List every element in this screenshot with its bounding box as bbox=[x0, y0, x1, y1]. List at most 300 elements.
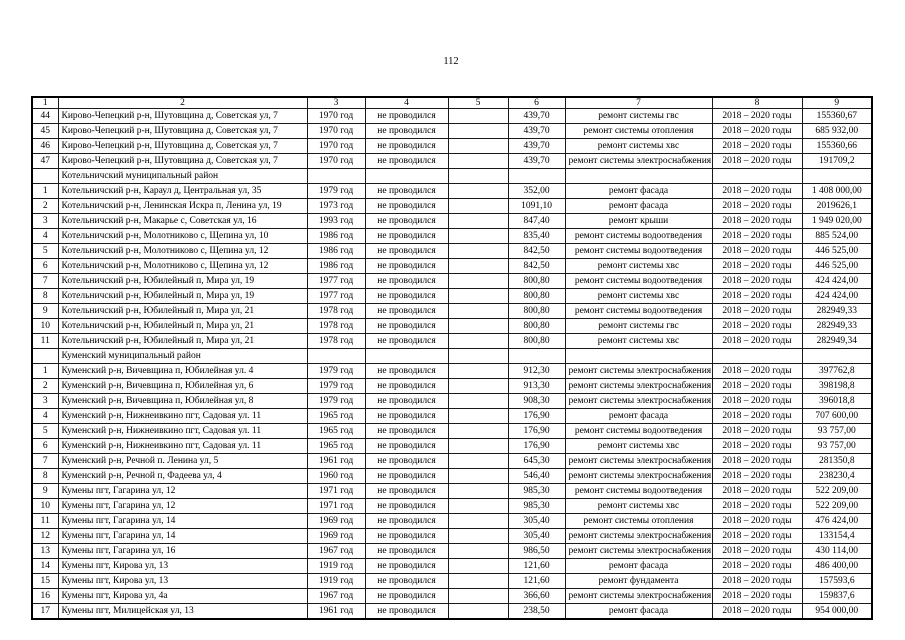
cell-cost: 522 209,00 bbox=[802, 499, 872, 514]
cell-address: Кумены пгт, Кирова ул, 4а bbox=[58, 589, 307, 604]
cell-num: 10 bbox=[32, 319, 58, 334]
cell-address: Котельничский р-н, Юбилейный п, Мира ул, 19 bbox=[58, 289, 307, 304]
cell-last-repair: не проводился bbox=[365, 319, 448, 334]
section-empty-cell bbox=[448, 349, 508, 364]
cell-address: Кирово-Чепецкий р-н, Шутовщина д, Советская ул, 7 bbox=[58, 154, 307, 169]
cell-cost: 486 400,00 bbox=[802, 559, 872, 574]
cell-address: Котельничский р-н, Макарье с, Советская ул, 16 bbox=[58, 214, 307, 229]
cell-area: 121,60 bbox=[508, 559, 565, 574]
cell-cost: 133154,4 bbox=[802, 529, 872, 544]
section-row bbox=[32, 349, 872, 364]
cell-empty bbox=[448, 364, 508, 379]
cell-area: 800,80 bbox=[508, 334, 565, 349]
cell-empty bbox=[448, 499, 508, 514]
cell-period: 2018 – 2020 годы bbox=[712, 514, 802, 529]
column-header-4: 4 bbox=[365, 97, 448, 109]
cell-num: 17 bbox=[32, 604, 58, 619]
cell-area: 305,40 bbox=[508, 529, 565, 544]
cell-last-repair: не проводился bbox=[365, 529, 448, 544]
section-empty-cell bbox=[32, 169, 58, 184]
cell-area: 176,90 bbox=[508, 439, 565, 454]
cell-work-type: ремонт крыши bbox=[565, 214, 712, 229]
cell-area: 800,80 bbox=[508, 304, 565, 319]
cell-area: 366,60 bbox=[508, 589, 565, 604]
cell-period: 2018 – 2020 годы bbox=[712, 289, 802, 304]
cell-work-type: ремонт системы отопления bbox=[565, 124, 712, 139]
cell-cost: 93 757,00 bbox=[802, 424, 872, 439]
cell-area: 912,30 bbox=[508, 364, 565, 379]
cell-cost: 424 424,00 bbox=[802, 274, 872, 289]
section-title: Котельничский муниципальный район bbox=[58, 169, 307, 184]
cell-period: 2018 – 2020 годы bbox=[712, 109, 802, 124]
cell-cost: 396018,8 bbox=[802, 394, 872, 409]
cell-year: 1919 год bbox=[307, 574, 365, 589]
column-header-3: 3 bbox=[307, 97, 365, 109]
table-row bbox=[32, 199, 872, 214]
cell-area: 439,70 bbox=[508, 109, 565, 124]
cell-cost: 707 600,00 bbox=[802, 409, 872, 424]
cell-address: Котельничский р-н, Ленинская Искра п, Ленина ул, 19 bbox=[58, 199, 307, 214]
table-row bbox=[32, 364, 872, 379]
cell-num: 2 bbox=[32, 199, 58, 214]
cell-work-type: ремонт системы хвс bbox=[565, 499, 712, 514]
cell-empty bbox=[448, 394, 508, 409]
cell-area: 645,30 bbox=[508, 454, 565, 469]
cell-cost: 281350,8 bbox=[802, 454, 872, 469]
cell-num: 10 bbox=[32, 499, 58, 514]
cell-year: 1967 год bbox=[307, 589, 365, 604]
cell-cost: 398198,8 bbox=[802, 379, 872, 394]
cell-period: 2018 – 2020 годы bbox=[712, 394, 802, 409]
cell-num: 2 bbox=[32, 379, 58, 394]
cell-last-repair: не проводился bbox=[365, 214, 448, 229]
cell-last-repair: не проводился bbox=[365, 589, 448, 604]
cell-empty bbox=[448, 214, 508, 229]
cell-cost: 157593,6 bbox=[802, 574, 872, 589]
cell-empty bbox=[448, 469, 508, 484]
cell-year: 1986 год bbox=[307, 229, 365, 244]
cell-area: 546,40 bbox=[508, 469, 565, 484]
cell-empty bbox=[448, 139, 508, 154]
cell-work-type: ремонт системы водоотведения bbox=[565, 274, 712, 289]
cell-year: 1970 год bbox=[307, 154, 365, 169]
cell-cost: 159837,6 bbox=[802, 589, 872, 604]
cell-work-type: ремонт системы водоотведения bbox=[565, 424, 712, 439]
cell-address: Котельничский р-н, Юбилейный п, Мира ул, 21 bbox=[58, 319, 307, 334]
cell-work-type: ремонт системы водоотведения bbox=[565, 229, 712, 244]
cell-period: 2018 – 2020 годы bbox=[712, 424, 802, 439]
cell-period: 2018 – 2020 годы bbox=[712, 274, 802, 289]
cell-last-repair: не проводился bbox=[365, 364, 448, 379]
cell-last-repair: не проводился bbox=[365, 304, 448, 319]
cell-last-repair: не проводился bbox=[365, 394, 448, 409]
repair-program-table bbox=[31, 96, 873, 620]
cell-year: 1960 год bbox=[307, 469, 365, 484]
cell-work-type: ремонт системы водоотведения bbox=[565, 484, 712, 499]
cell-empty bbox=[448, 229, 508, 244]
cell-year: 1919 год bbox=[307, 559, 365, 574]
cell-last-repair: не проводился bbox=[365, 229, 448, 244]
cell-period: 2018 – 2020 годы bbox=[712, 184, 802, 199]
cell-cost: 430 114,00 bbox=[802, 544, 872, 559]
table-row bbox=[32, 184, 872, 199]
cell-empty bbox=[448, 244, 508, 259]
cell-address: Котельничский р-н, Молотниково с, Щепина ул, 12 bbox=[58, 259, 307, 274]
section-empty-cell bbox=[712, 349, 802, 364]
cell-cost: 93 757,00 bbox=[802, 439, 872, 454]
cell-area: 121,60 bbox=[508, 574, 565, 589]
cell-work-type: ремонт системы электроснабжения bbox=[565, 544, 712, 559]
cell-address: Куменский р-н, Речной п. Ленина ул, 5 bbox=[58, 454, 307, 469]
cell-area: 908,30 bbox=[508, 394, 565, 409]
table-header-row bbox=[32, 97, 872, 109]
page-number: 112 bbox=[443, 56, 459, 67]
cell-year: 1977 год bbox=[307, 289, 365, 304]
cell-period: 2018 – 2020 годы bbox=[712, 334, 802, 349]
table-row bbox=[32, 559, 872, 574]
cell-num: 3 bbox=[32, 394, 58, 409]
section-empty-cell bbox=[508, 169, 565, 184]
cell-address: Кумены пгт, Гагарина ул, 14 bbox=[58, 514, 307, 529]
table-header bbox=[32, 97, 872, 109]
cell-empty bbox=[448, 319, 508, 334]
cell-year: 1979 год bbox=[307, 394, 365, 409]
section-empty-cell bbox=[712, 169, 802, 184]
table-row bbox=[32, 589, 872, 604]
cell-work-type: ремонт фасада bbox=[565, 184, 712, 199]
cell-year: 1970 год bbox=[307, 139, 365, 154]
cell-work-type: ремонт системы электроснабжения bbox=[565, 589, 712, 604]
cell-cost: 424 424,00 bbox=[802, 289, 872, 304]
cell-year: 1967 год bbox=[307, 544, 365, 559]
cell-num: 1 bbox=[32, 184, 58, 199]
cell-cost: 282949,34 bbox=[802, 334, 872, 349]
section-empty-cell bbox=[508, 349, 565, 364]
table-row bbox=[32, 424, 872, 439]
table-row bbox=[32, 439, 872, 454]
cell-num: 14 bbox=[32, 559, 58, 574]
cell-work-type: ремонт системы электроснабжения bbox=[565, 379, 712, 394]
cell-area: 800,80 bbox=[508, 274, 565, 289]
cell-last-repair: не проводился bbox=[365, 109, 448, 124]
column-header-6: 6 bbox=[508, 97, 565, 109]
cell-last-repair: не проводился bbox=[365, 184, 448, 199]
table-row bbox=[32, 454, 872, 469]
cell-year: 1961 год bbox=[307, 454, 365, 469]
cell-work-type: ремонт системы хвс bbox=[565, 439, 712, 454]
cell-address: Куменский р-н, Нижнеивкино пгт, Садовая ул. 11 bbox=[58, 409, 307, 424]
cell-empty bbox=[448, 259, 508, 274]
cell-last-repair: не проводился bbox=[365, 289, 448, 304]
cell-year: 1969 год bbox=[307, 529, 365, 544]
cell-year: 1965 год bbox=[307, 439, 365, 454]
cell-work-type: ремонт системы водоотведения bbox=[565, 304, 712, 319]
column-header-5: 5 bbox=[448, 97, 508, 109]
cell-period: 2018 – 2020 годы bbox=[712, 154, 802, 169]
cell-area: 439,70 bbox=[508, 154, 565, 169]
cell-cost: 885 524,00 bbox=[802, 229, 872, 244]
cell-year: 1979 год bbox=[307, 184, 365, 199]
table-row bbox=[32, 304, 872, 319]
section-empty-cell bbox=[802, 169, 872, 184]
cell-year: 1971 год bbox=[307, 484, 365, 499]
cell-num: 8 bbox=[32, 469, 58, 484]
section-empty-cell bbox=[365, 349, 448, 364]
cell-empty bbox=[448, 559, 508, 574]
table-row bbox=[32, 259, 872, 274]
cell-empty bbox=[448, 514, 508, 529]
cell-year: 1993 год bbox=[307, 214, 365, 229]
cell-last-repair: не проводился bbox=[365, 154, 448, 169]
cell-area: 176,90 bbox=[508, 409, 565, 424]
section-empty-cell bbox=[307, 169, 365, 184]
cell-period: 2018 – 2020 годы bbox=[712, 529, 802, 544]
cell-work-type: ремонт системы водоотведения bbox=[565, 244, 712, 259]
cell-num: 5 bbox=[32, 244, 58, 259]
cell-address: Кумены пгт, Кирова ул, 13 bbox=[58, 559, 307, 574]
cell-last-repair: не проводился bbox=[365, 334, 448, 349]
cell-last-repair: не проводился bbox=[365, 274, 448, 289]
cell-area: 352,00 bbox=[508, 184, 565, 199]
cell-address: Кирово-Чепецкий р-н, Шутовщина д, Советская ул, 7 bbox=[58, 124, 307, 139]
cell-year: 1986 год bbox=[307, 259, 365, 274]
cell-work-type: ремонт фундамента bbox=[565, 574, 712, 589]
cell-period: 2018 – 2020 годы bbox=[712, 379, 802, 394]
cell-area: 986,50 bbox=[508, 544, 565, 559]
cell-period: 2018 – 2020 годы bbox=[712, 544, 802, 559]
cell-cost: 476 424,00 bbox=[802, 514, 872, 529]
cell-cost: 1 949 020,00 bbox=[802, 214, 872, 229]
cell-empty bbox=[448, 589, 508, 604]
cell-empty bbox=[448, 439, 508, 454]
table-row bbox=[32, 109, 872, 124]
table-row bbox=[32, 409, 872, 424]
table-row bbox=[32, 154, 872, 169]
cell-empty bbox=[448, 154, 508, 169]
cell-last-repair: не проводился bbox=[365, 514, 448, 529]
cell-period: 2018 – 2020 годы bbox=[712, 124, 802, 139]
section-empty-cell bbox=[565, 169, 712, 184]
table-row bbox=[32, 379, 872, 394]
cell-address: Котельничский р-н, Юбилейный п, Мира ул, 21 bbox=[58, 334, 307, 349]
cell-work-type: ремонт фасада bbox=[565, 559, 712, 574]
table-row bbox=[32, 514, 872, 529]
cell-period: 2018 – 2020 годы bbox=[712, 319, 802, 334]
cell-num: 12 bbox=[32, 529, 58, 544]
cell-num: 44 bbox=[32, 109, 58, 124]
cell-year: 1969 год bbox=[307, 514, 365, 529]
table-row bbox=[32, 484, 872, 499]
cell-area: 842,50 bbox=[508, 259, 565, 274]
cell-address: Куменский р-н, Вичевщина п, Юбилейная ул. 4 bbox=[58, 364, 307, 379]
cell-empty bbox=[448, 274, 508, 289]
cell-cost: 954 000,00 bbox=[802, 604, 872, 619]
cell-area: 439,70 bbox=[508, 124, 565, 139]
section-empty-cell bbox=[32, 349, 58, 364]
cell-year: 1965 год bbox=[307, 424, 365, 439]
cell-area: 847,40 bbox=[508, 214, 565, 229]
cell-period: 2018 – 2020 годы bbox=[712, 259, 802, 274]
cell-period: 2018 – 2020 годы bbox=[712, 604, 802, 619]
cell-area: 985,30 bbox=[508, 499, 565, 514]
cell-address: Кумены пгт, Гагарина ул, 16 bbox=[58, 544, 307, 559]
cell-year: 1970 год bbox=[307, 124, 365, 139]
cell-last-repair: не проводился bbox=[365, 484, 448, 499]
cell-period: 2018 – 2020 годы bbox=[712, 589, 802, 604]
cell-work-type: ремонт системы электроснабжения bbox=[565, 469, 712, 484]
cell-year: 1961 год bbox=[307, 604, 365, 619]
cell-last-repair: не проводился bbox=[365, 544, 448, 559]
cell-empty bbox=[448, 529, 508, 544]
cell-period: 2018 – 2020 годы bbox=[712, 454, 802, 469]
cell-work-type: ремонт фасада bbox=[565, 199, 712, 214]
cell-period: 2018 – 2020 годы bbox=[712, 499, 802, 514]
cell-num: 15 bbox=[32, 574, 58, 589]
cell-area: 913,30 bbox=[508, 379, 565, 394]
cell-address: Кумены пгт, Милицейская ул, 13 bbox=[58, 604, 307, 619]
cell-address: Кумены пгт, Гагарина ул, 14 bbox=[58, 529, 307, 544]
cell-empty bbox=[448, 574, 508, 589]
cell-area: 305,40 bbox=[508, 514, 565, 529]
cell-period: 2018 – 2020 годы bbox=[712, 244, 802, 259]
column-header-7: 7 bbox=[565, 97, 712, 109]
column-header-1: 1 bbox=[32, 97, 58, 109]
cell-empty bbox=[448, 424, 508, 439]
cell-work-type: ремонт системы электроснабжения bbox=[565, 154, 712, 169]
cell-empty bbox=[448, 379, 508, 394]
cell-last-repair: не проводился bbox=[365, 439, 448, 454]
cell-num: 5 bbox=[32, 424, 58, 439]
cell-cost: 238230,4 bbox=[802, 469, 872, 484]
cell-num: 4 bbox=[32, 409, 58, 424]
cell-cost: 397762,8 bbox=[802, 364, 872, 379]
column-header-9: 9 bbox=[802, 97, 872, 109]
cell-work-type: ремонт системы гвс bbox=[565, 319, 712, 334]
cell-area: 842,50 bbox=[508, 244, 565, 259]
cell-area: 176,90 bbox=[508, 424, 565, 439]
cell-empty bbox=[448, 409, 508, 424]
cell-cost: 282949,33 bbox=[802, 304, 872, 319]
table-row bbox=[32, 604, 872, 619]
cell-address: Кумены пгт, Гагарина ул, 12 bbox=[58, 484, 307, 499]
cell-period: 2018 – 2020 годы bbox=[712, 559, 802, 574]
cell-address: Котельничский р-н, Молотниково с, Щепина ул, 12 bbox=[58, 244, 307, 259]
cell-address: Котельничский р-н, Молотниково с, Щепина ул, 10 bbox=[58, 229, 307, 244]
cell-empty bbox=[448, 334, 508, 349]
cell-year: 1971 год bbox=[307, 499, 365, 514]
cell-address: Котельничский р-н, Юбилейный п, Мира ул, 19 bbox=[58, 274, 307, 289]
table-row bbox=[32, 319, 872, 334]
cell-cost: 1 408 000,00 bbox=[802, 184, 872, 199]
cell-last-repair: не проводился bbox=[365, 124, 448, 139]
cell-year: 1970 год bbox=[307, 109, 365, 124]
column-header-8: 8 bbox=[712, 97, 802, 109]
cell-cost: 191709,2 bbox=[802, 154, 872, 169]
section-empty-cell bbox=[448, 169, 508, 184]
cell-address: Куменский р-н, Вичевщина п, Юбилейная ул, 8 bbox=[58, 394, 307, 409]
cell-last-repair: не проводился bbox=[365, 499, 448, 514]
table-row bbox=[32, 244, 872, 259]
cell-address: Куменский р-н, Речной п, Фадеева ул, 4 bbox=[58, 469, 307, 484]
section-title: Куменский муниципальный район bbox=[58, 349, 307, 364]
cell-num: 7 bbox=[32, 454, 58, 469]
cell-period: 2018 – 2020 годы bbox=[712, 364, 802, 379]
cell-work-type: ремонт системы гвс bbox=[565, 109, 712, 124]
table-row bbox=[32, 334, 872, 349]
cell-num: 4 bbox=[32, 229, 58, 244]
cell-work-type: ремонт фасада bbox=[565, 604, 712, 619]
cell-last-repair: не проводился bbox=[365, 454, 448, 469]
column-header-2: 2 bbox=[58, 97, 307, 109]
cell-empty bbox=[448, 199, 508, 214]
cell-work-type: ремонт системы электроснабжения bbox=[565, 364, 712, 379]
cell-empty bbox=[448, 184, 508, 199]
cell-cost: 155360,67 bbox=[802, 109, 872, 124]
cell-empty bbox=[448, 124, 508, 139]
cell-period: 2018 – 2020 годы bbox=[712, 139, 802, 154]
cell-last-repair: не проводился bbox=[365, 424, 448, 439]
section-empty-cell bbox=[802, 349, 872, 364]
cell-year: 1979 год bbox=[307, 379, 365, 394]
cell-address: Кумены пгт, Гагарина ул, 12 bbox=[58, 499, 307, 514]
cell-area: 835,40 bbox=[508, 229, 565, 244]
table-row bbox=[32, 469, 872, 484]
cell-address: Котельничский р-н, Караул д, Центральная ул, 35 bbox=[58, 184, 307, 199]
section-row bbox=[32, 169, 872, 184]
cell-num: 16 bbox=[32, 589, 58, 604]
cell-num: 6 bbox=[32, 439, 58, 454]
table-row bbox=[32, 214, 872, 229]
cell-period: 2018 – 2020 годы bbox=[712, 469, 802, 484]
table-row bbox=[32, 139, 872, 154]
cell-area: 238,50 bbox=[508, 604, 565, 619]
cell-work-type: ремонт системы электроснабжения bbox=[565, 454, 712, 469]
cell-empty bbox=[448, 289, 508, 304]
table-row bbox=[32, 229, 872, 244]
cell-address: Кумены пгт, Кирова ул, 13 bbox=[58, 574, 307, 589]
cell-last-repair: не проводился bbox=[365, 199, 448, 214]
table-row bbox=[32, 124, 872, 139]
cell-year: 1973 год bbox=[307, 199, 365, 214]
cell-empty bbox=[448, 604, 508, 619]
cell-cost: 685 932,00 bbox=[802, 124, 872, 139]
table-body bbox=[32, 109, 872, 619]
cell-num: 8 bbox=[32, 289, 58, 304]
cell-period: 2018 – 2020 годы bbox=[712, 229, 802, 244]
cell-work-type: ремонт системы электроснабжения bbox=[565, 529, 712, 544]
cell-num: 47 bbox=[32, 154, 58, 169]
cell-address: Котельничский р-н, Юбилейный п, Мира ул, 21 bbox=[58, 304, 307, 319]
table-row bbox=[32, 544, 872, 559]
table-row bbox=[32, 529, 872, 544]
cell-address: Куменский р-н, Нижнеивкино пгт, Садовая ул. 11 bbox=[58, 424, 307, 439]
cell-num: 46 bbox=[32, 139, 58, 154]
table-row bbox=[32, 289, 872, 304]
cell-year: 1978 год bbox=[307, 304, 365, 319]
cell-area: 985,30 bbox=[508, 484, 565, 499]
cell-last-repair: не проводился bbox=[365, 379, 448, 394]
cell-cost: 2019626,1 bbox=[802, 199, 872, 214]
cell-year: 1978 год bbox=[307, 334, 365, 349]
cell-area: 800,80 bbox=[508, 319, 565, 334]
cell-work-type: ремонт системы отопления bbox=[565, 514, 712, 529]
cell-num: 11 bbox=[32, 334, 58, 349]
cell-work-type: ремонт системы хвс bbox=[565, 139, 712, 154]
section-empty-cell bbox=[565, 349, 712, 364]
section-empty-cell bbox=[307, 349, 365, 364]
cell-num: 3 bbox=[32, 214, 58, 229]
cell-num: 1 bbox=[32, 364, 58, 379]
